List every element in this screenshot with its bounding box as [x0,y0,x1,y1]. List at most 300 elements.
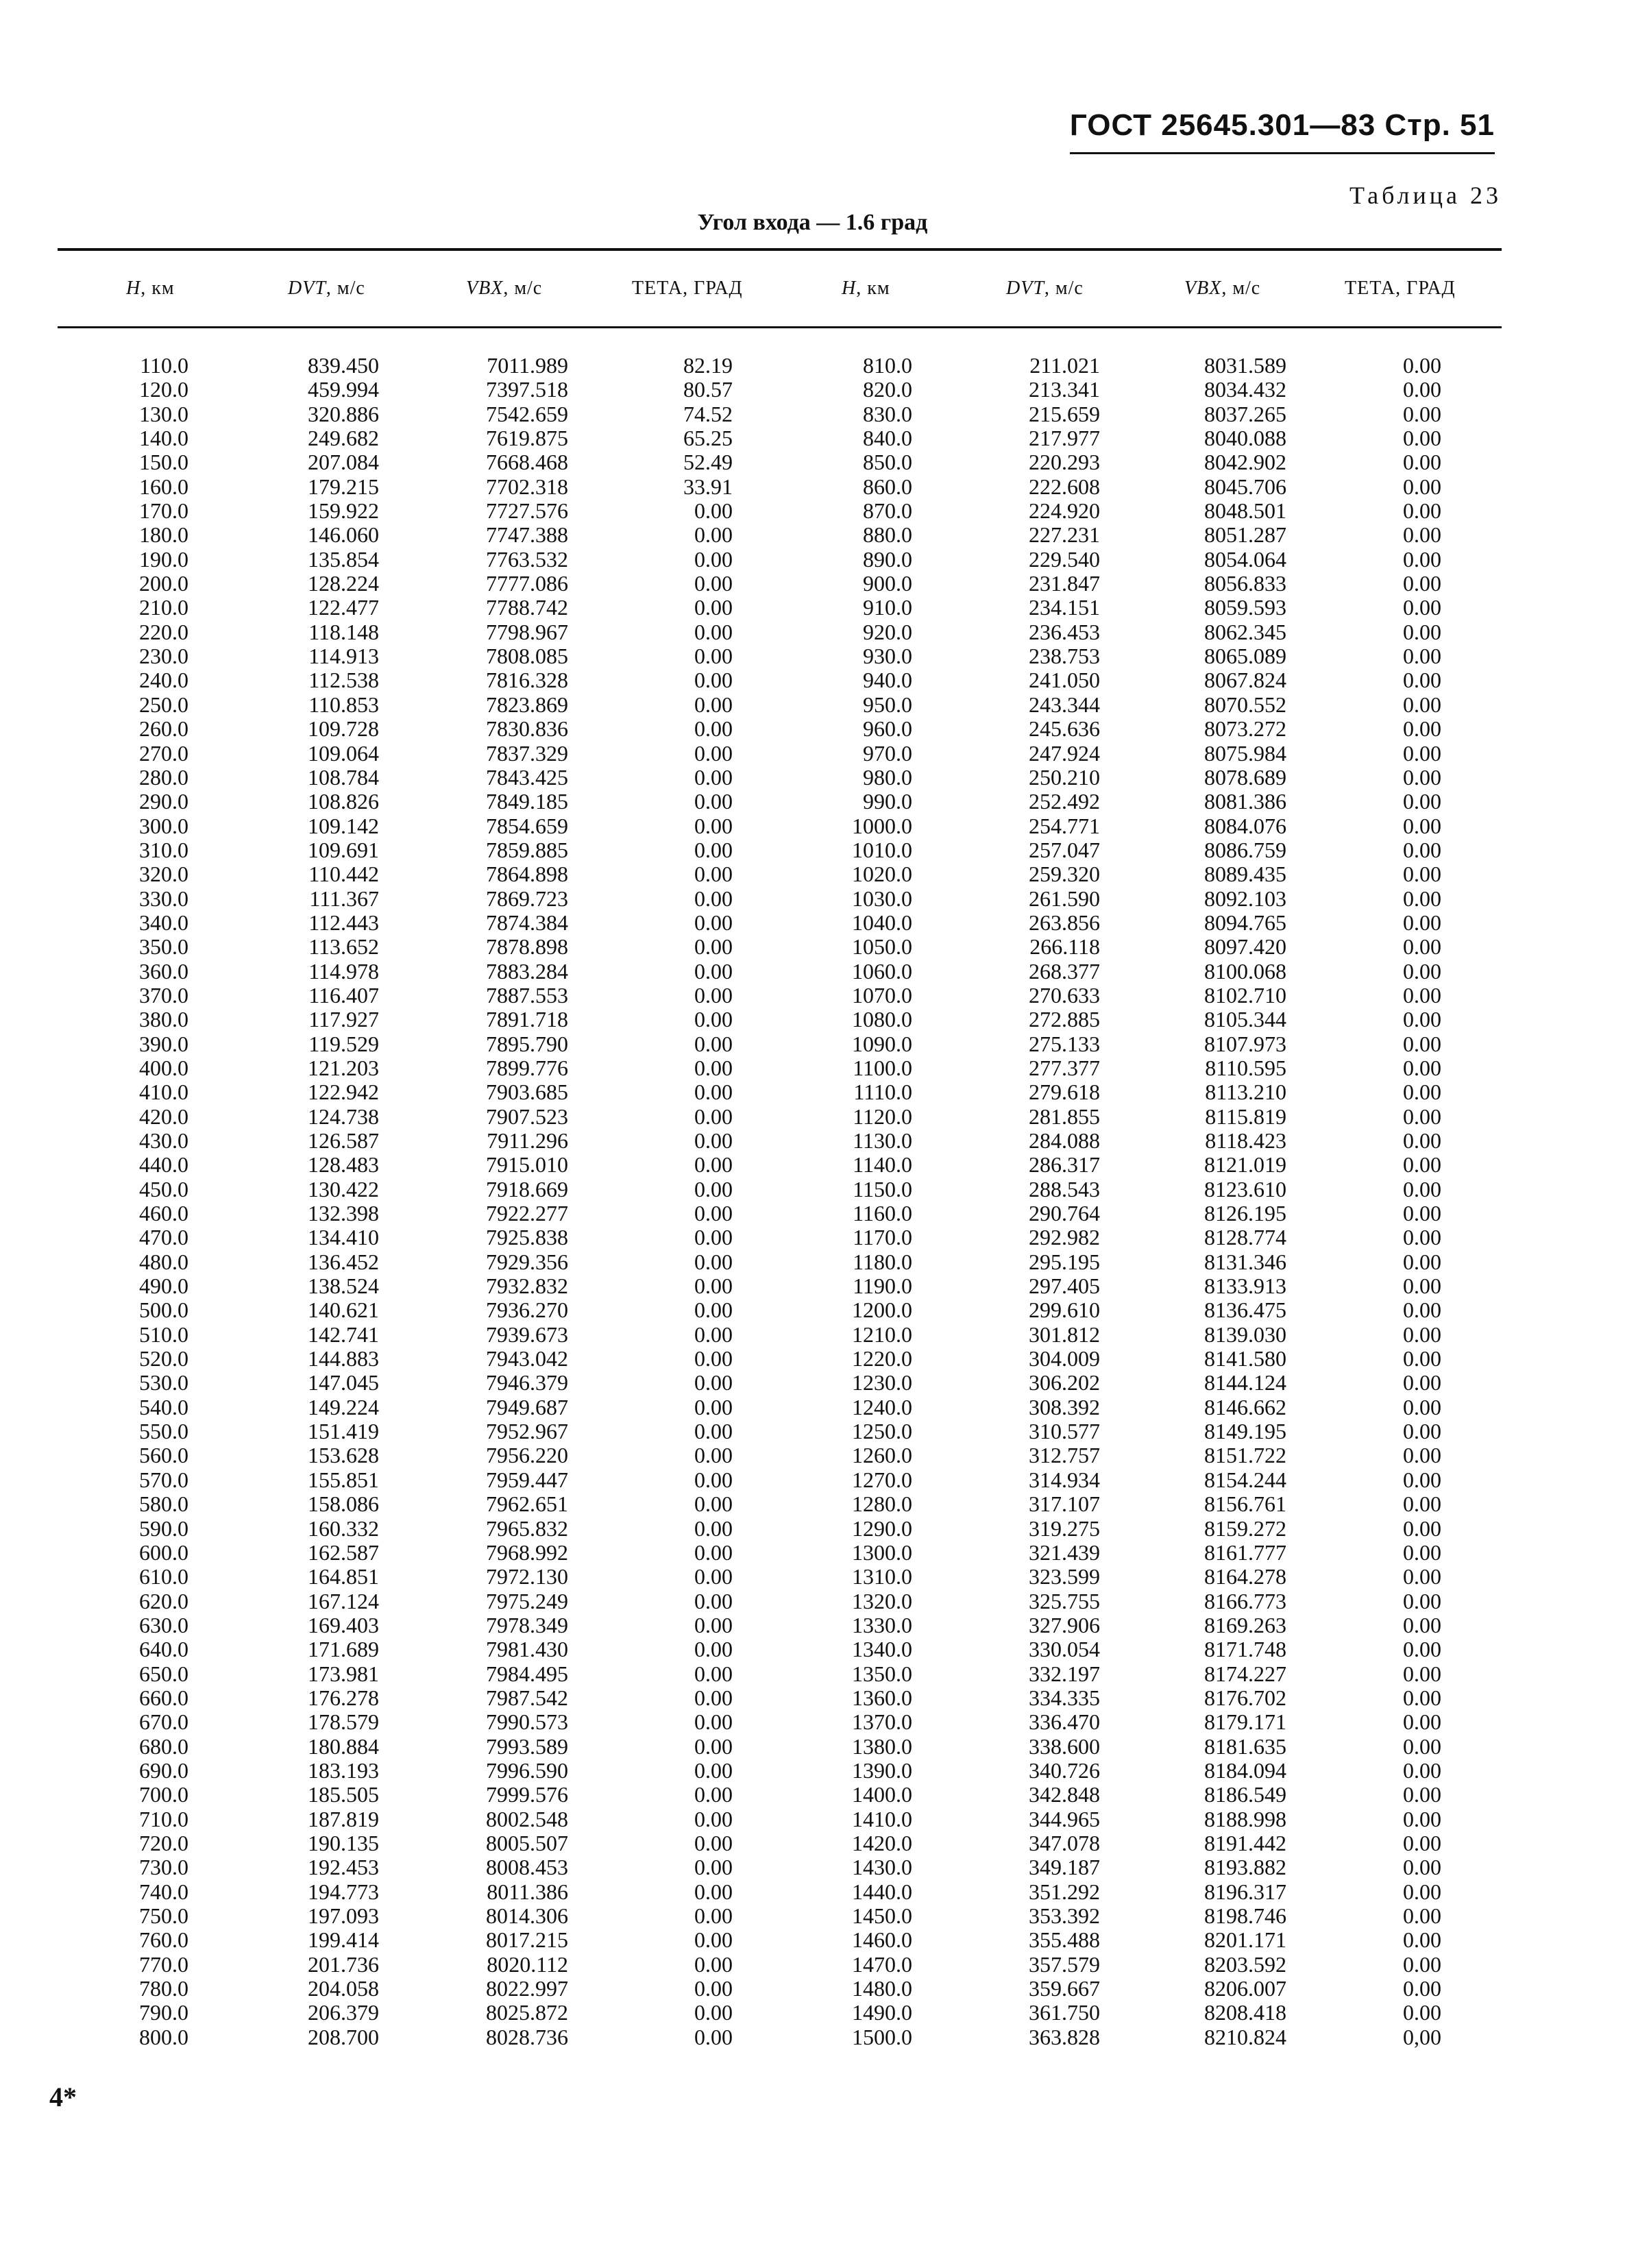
table-cell: 7939.673 [486,1321,568,1347]
table-cell: 290.0 [139,789,188,814]
table-cell: 7727.576 [486,498,568,524]
table-cell: 620.0 [139,1588,188,1613]
table-cell: 420.0 [139,1103,188,1129]
table-cell: 0.00 [1403,1443,1441,1468]
table-cell: 660.0 [139,1685,188,1710]
table-cell: 65.25 [683,426,733,451]
table-cell: 680.0 [139,1733,188,1759]
table-cell: 213.341 [1029,377,1100,402]
table-cell: 8092.103 [1204,886,1286,911]
table-cell: 1130.0 [853,1128,912,1153]
table-cell: 0.00 [1403,1830,1441,1855]
table-cell: 363.828 [1029,2024,1100,2049]
table-cell: 266.118 [1029,934,1100,960]
table-cell: 0.00 [694,2024,733,2049]
table-cell: 270.633 [1029,982,1100,1008]
col-header-h-right: H, км [842,278,890,299]
table-cell: 280.0 [139,764,188,790]
table-cell: 0.00 [694,546,733,572]
table-cell: 8139.030 [1204,1321,1286,1347]
table-cell: 229.540 [1029,546,1100,572]
table-cell: 151.419 [308,1419,379,1444]
table-cell: 840.0 [863,426,912,451]
table-cell: 299.610 [1029,1297,1100,1323]
table-cell: 0.00 [694,1903,733,1928]
table-cell: 8179.171 [1204,1709,1286,1735]
table-cell: 0.00 [694,1830,733,1855]
table-cell: 142.741 [308,1321,379,1347]
table-cell: 8107.973 [1204,1031,1286,1056]
table-cell: 167.124 [308,1588,379,1613]
table-cell: 7891.718 [486,1007,568,1032]
table-cell: 7978.349 [486,1612,568,1637]
table-top-rule [58,248,1502,251]
table-cell: 0.00 [1403,522,1441,548]
table-cell: 231.847 [1029,571,1100,596]
table-cell: 160.332 [308,1515,379,1541]
table-cell: 8206.007 [1204,1976,1286,2001]
table-cell: 110.853 [308,692,379,717]
col-header-h-left: H, км [126,278,175,299]
table-cell: 355.488 [1029,1927,1100,1953]
table-cell: 190.135 [308,1830,379,1855]
table-cell: 1020.0 [852,862,912,887]
table-cell: 7859.885 [486,837,568,862]
footer-mark: 4* [49,2082,77,2112]
table-cell: 1370.0 [852,1709,912,1735]
table-cell: 0.00 [1403,1661,1441,1686]
table-cell: 1290.0 [852,1515,912,1541]
table-cell: 204.058 [308,1976,379,2001]
table-cell: 0.00 [694,1249,733,1274]
table-cell: 52.49 [683,450,733,475]
table-cell: 0.00 [1403,1346,1441,1371]
table-cell: 357.579 [1029,1951,1100,1977]
table-cell: 0.00 [694,1103,733,1129]
table-cell: 210.0 [139,595,188,620]
table-cell: 351.292 [1029,1879,1100,1904]
table-cell: 0.00 [1403,1201,1441,1226]
table-cell: 149.224 [308,1394,379,1419]
table-cell: 126.587 [308,1128,379,1153]
table-cell: 117.927 [308,1007,379,1032]
table-cell: 0.00 [694,1733,733,1759]
table-cell: 8078.689 [1204,764,1286,790]
table-cell: 8196.317 [1204,1879,1286,1904]
table-cell: 870.0 [863,498,912,524]
table-cell: 7899.776 [486,1055,568,1080]
table-cell: 0.00 [1403,1709,1441,1735]
table-cell: 1030.0 [852,886,912,911]
table-cell: 122.477 [308,595,379,620]
table-cell: 0.00 [694,595,733,620]
table-cell: 140.621 [308,1297,379,1323]
col-theta-left [683,354,733,2049]
table-cell: 8198.746 [1204,1903,1286,1928]
table-cell: 1430.0 [852,1855,912,1880]
table-cell: 317.107 [1029,1491,1100,1517]
table-cell: 410.0 [139,1080,188,1105]
table-cell: 130.0 [139,401,188,426]
table-cell: 0.00 [694,910,733,935]
table-cell: 170.0 [139,498,188,524]
table-cell: 430.0 [139,1128,188,1153]
table-cell: 321.439 [1029,1539,1100,1565]
table-cell: 7918.669 [486,1176,568,1202]
table-cell: 350.0 [139,934,188,960]
table-cell: 7763.532 [486,546,568,572]
table-cell: 1190.0 [853,1273,912,1299]
table-cell: 0.00 [1403,668,1441,693]
table-cell: 1480.0 [852,1976,912,2001]
table-cell: 8201.171 [1204,1927,1286,1953]
table-cell: 1470.0 [852,1951,912,1977]
table-cell: 259.320 [1029,862,1100,887]
table-cell: 0.00 [694,1321,733,1347]
table-cell: 650.0 [139,1661,188,1686]
table-cell: 7981.430 [486,1637,568,1662]
table-cell: 0.00 [1403,498,1441,524]
table-cell: 1410.0 [852,1806,912,1831]
table-cell: 0.00 [1403,1515,1441,1541]
table-cell: 8094.765 [1204,910,1286,935]
table-cell: 7874.384 [486,910,568,935]
table-cell: 0.00 [1403,1273,1441,1299]
table-cell: 0.00 [694,1806,733,1831]
table-cell: 8136.475 [1204,1297,1286,1323]
table-cell: 199.414 [308,1927,379,1953]
table-cell: 0.00 [694,1539,733,1565]
table-cell: 630.0 [139,1612,188,1637]
table-cell: 1240.0 [852,1394,912,1419]
table-cell: 8070.552 [1204,692,1286,717]
table-cell: 0.00 [1403,1539,1441,1565]
table-cell: 8054.064 [1204,546,1286,572]
table-cell: 8075.984 [1204,740,1286,766]
table-cell: 580.0 [139,1491,188,1517]
table-cell: 370.0 [139,982,188,1008]
table-cell: 8008.453 [486,1855,568,1880]
table-cell: 332.197 [1029,1661,1100,1686]
table-cell: 0.00 [694,837,733,862]
table-cell: 0.00 [694,789,733,814]
table-cell: 8166.773 [1204,1588,1286,1613]
table-cell: 7702.318 [486,474,568,499]
table-cell: 109.728 [308,716,379,742]
table-cell: 7952.967 [486,1419,568,1444]
table-cell: 8208.418 [1204,2000,1286,2025]
table-cell: 0.00 [694,764,733,790]
table-cell: 0.00 [694,958,733,984]
table-cell: 122.942 [308,1080,379,1105]
table-cell: 1110.0 [853,1080,912,1105]
table-cell: 0.00 [1403,1903,1441,1928]
table-cell: 1010.0 [852,837,912,862]
table-cell: 0.00 [694,716,733,742]
table-cell: 590.0 [139,1515,188,1541]
table-cell: 930.0 [863,644,912,669]
table-cell: 0.00 [1403,546,1441,572]
table-cell: 220.293 [1029,450,1100,475]
table-cell: 440.0 [139,1152,188,1178]
table-cell: 114.913 [308,644,379,669]
table-cell: 180.0 [139,522,188,548]
table-cell: 0.00 [694,571,733,596]
table-cell: 1150.0 [853,1176,912,1202]
table-cell: 164.851 [308,1564,379,1589]
table-cell: 7864.898 [486,862,568,887]
table-cell: 0.00 [694,1443,733,1468]
table-cell: 0.00 [694,692,733,717]
table-cell: 7943.042 [486,1346,568,1371]
table-cell: 0.00 [694,1782,733,1807]
table-cell: 7946.379 [486,1370,568,1395]
table-cell: 0.00 [694,2000,733,2025]
table-cell: 7883.284 [486,958,568,984]
table-cell: 319.275 [1029,1515,1100,1541]
table-cell: 0.00 [1403,1467,1441,1492]
table-cell: 286.317 [1029,1152,1100,1178]
table-cell: 0.00 [1403,619,1441,644]
table-cell: 0.00 [1403,1976,1441,2001]
table-cell: 320.0 [139,862,188,887]
table-cell: 234.151 [1029,595,1100,620]
table-cell: 8159.272 [1204,1515,1286,1541]
table-cell: 7911.296 [487,1128,568,1153]
table-cell: 0.00 [694,498,733,524]
table-cell: 270.0 [139,740,188,766]
table-cell: 7808.085 [486,644,568,669]
table-cell: 222.608 [1029,474,1100,499]
table-cell: 900.0 [863,571,912,596]
table-cell: 8017.215 [486,1927,568,1953]
table-cell: 7959.447 [486,1467,568,1492]
table-cell: 8073.272 [1204,716,1286,742]
table-cell: 740.0 [139,1879,188,1904]
table-cell: 0.00 [694,1225,733,1250]
table-cell: 224.920 [1029,498,1100,524]
table-cell: 8086.759 [1204,837,1286,862]
table-cell: 0.00 [694,1297,733,1323]
table-cell: 8184.094 [1204,1757,1286,1783]
table-cell: 860.0 [863,474,912,499]
table-cell: 0.00 [694,1273,733,1299]
table-cell: 520.0 [139,1346,188,1371]
table-cell: 1220.0 [852,1346,912,1371]
table-cell: 0.00 [694,1394,733,1419]
table-cell: 8154.244 [1204,1467,1286,1492]
table-cell: 8210.824 [1204,2024,1286,2049]
table-cell: 8014.306 [486,1903,568,1928]
table-cell: 162.587 [308,1539,379,1565]
table-cell: 8186.549 [1204,1782,1286,1807]
table-cell: 0.00 [694,1176,733,1202]
table-cell: 0.00 [1403,1685,1441,1710]
table-cell: 132.398 [308,1201,379,1226]
table-cell: 8171.748 [1204,1637,1286,1662]
table-cell: 0.00 [694,1031,733,1056]
table-cell: 0.00 [1403,1297,1441,1323]
table-cell: 8020.112 [487,1951,568,1977]
table-cell: 0.00 [1403,1757,1441,1783]
table-cell: 0.00 [1403,1152,1441,1178]
table-cell: 0.00 [694,886,733,911]
table-cell: 7887.553 [486,982,568,1008]
table-cell: 361.750 [1029,2000,1100,2025]
table-cell: 1120.0 [853,1103,912,1129]
table-cell: 108.826 [308,789,379,814]
table-cell: 211.021 [1029,353,1100,378]
table-cell: 8059.593 [1204,595,1286,620]
table-cell: 207.084 [308,450,379,475]
table-cell: 150.0 [139,450,188,475]
table-cell: 0.00 [1403,1031,1441,1056]
table-cell: 7925.838 [486,1225,568,1250]
table-cell: 353.392 [1029,1903,1100,1928]
table-cell: 155.851 [308,1467,379,1492]
table-cell: 920.0 [863,619,912,644]
table-cell: 540.0 [139,1394,188,1419]
table-cell: 0.00 [1403,958,1441,984]
table-cell: 0.00 [1403,934,1441,960]
table-cell: 0.00 [1403,692,1441,717]
table-cell: 261.590 [1029,886,1100,911]
table-cell: 1260.0 [852,1443,912,1468]
table-cell: 790.0 [139,2000,188,2025]
table-cell: 780.0 [139,1976,188,2001]
table-cell: 8131.346 [1204,1249,1286,1274]
table-cell: 8037.265 [1204,401,1286,426]
table-cell: 0.00 [1403,571,1441,596]
table-cell: 254.771 [1029,813,1100,838]
table-cell: 940.0 [863,668,912,693]
table-cell: 0.00 [694,619,733,644]
table-cell: 7011.989 [487,353,568,378]
table-cell: 8151.722 [1204,1443,1286,1468]
table-cell: 0.00 [694,1080,733,1105]
table-cell: 8042.902 [1204,450,1286,475]
table-cell: 7878.898 [486,934,568,960]
table-cell: 1420.0 [852,1830,912,1855]
table-cell: 400.0 [139,1055,188,1080]
table-cell: 0.00 [694,522,733,548]
table-cell: 0.00 [694,1976,733,2001]
table-cell: 820.0 [863,377,912,402]
table-cell: 74.52 [683,401,733,426]
table-cell: 0.00 [694,1879,733,1904]
table-cell: 112.538 [308,668,379,693]
table-cell: 220.0 [139,619,188,644]
table-cell: 8084.076 [1204,813,1286,838]
table-cell: 0.00 [694,862,733,887]
table-cell: 192.453 [308,1855,379,1880]
table-cell: 390.0 [139,1031,188,1056]
table-cell: 1390.0 [852,1757,912,1783]
table-cell: 7747.388 [486,522,568,548]
table-cell: 208.700 [308,2024,379,2049]
table-cell: 7907.523 [486,1103,568,1129]
col-dvt-right [1029,354,1100,2049]
table-cell: 118.148 [308,619,379,644]
table-cell: 1140.0 [853,1152,912,1178]
table-cell: 0.00 [694,1201,733,1226]
table-cell: 160.0 [139,474,188,499]
table-cell: 7895.790 [486,1031,568,1056]
table-cell: 215.659 [1029,401,1100,426]
table-cell: 8011.386 [487,1879,568,1904]
table-cell: 480.0 [139,1249,188,1274]
table-cell: 0.00 [1403,2000,1441,2025]
table-cell: 310.577 [1029,1419,1100,1444]
table-cell: 116.407 [308,982,379,1008]
table-cell: 330.054 [1029,1637,1100,1662]
table-cell: 910.0 [863,595,912,620]
table-cell: 185.505 [308,1782,379,1807]
table-cell: 1180.0 [853,1249,912,1274]
table-cell: 263.856 [1029,910,1100,935]
table-cell: 450.0 [139,1176,188,1202]
table-cell: 0.00 [1403,764,1441,790]
table-cell: 173.981 [308,1661,379,1686]
table-cell: 7816.328 [486,668,568,693]
table-cell: 0.00 [1403,474,1441,499]
table-cell: 247.924 [1029,740,1100,766]
table-cell: 7397.518 [486,377,568,402]
table-cell: 460.0 [139,1201,188,1226]
table-cell: 0.00 [1403,1806,1441,1831]
table-cell: 347.078 [1029,1830,1100,1855]
table-cell: 0.00 [1403,1491,1441,1517]
table-cell: 7972.130 [486,1564,568,1589]
table-cell: 349.187 [1029,1855,1100,1880]
table-cell: 8025.872 [486,2000,568,2025]
table-cell: 1360.0 [852,1685,912,1710]
table-cell: 0.00 [1403,595,1441,620]
table-cell: 8174.227 [1204,1661,1286,1686]
table-cell: 327.906 [1029,1612,1100,1637]
table-cell: 8203.592 [1204,1951,1286,1977]
table-cell: 7830.836 [486,716,568,742]
table-cell: 1280.0 [852,1491,912,1517]
table-cell: 8193.882 [1204,1855,1286,1880]
table-cell: 8034.432 [1204,377,1286,402]
table-cell: 217.977 [1029,426,1100,451]
table-cell: 113.652 [308,934,379,960]
page-header: ГОСТ 25645.301—83 Стр. 51 [1070,108,1495,154]
table-cell: 0.00 [694,1927,733,1953]
table-cell: 8031.589 [1204,353,1286,378]
col-header-vbx-left: VBX, м/с [466,278,543,299]
table-cell: 124.738 [308,1103,379,1129]
table-cell: 114.978 [308,958,379,984]
table-cell: 800.0 [139,2024,188,2049]
table-cell: 7932.832 [486,1273,568,1299]
table-cell: 0.00 [1403,1225,1441,1250]
table-cell: 134.410 [308,1225,379,1250]
table-cell: 8005.507 [486,1830,568,1855]
table-cell: 1000.0 [852,813,912,838]
table-cell: 0.00 [1403,837,1441,862]
table-cell: 1340.0 [852,1637,912,1662]
table-cell: 7987.542 [486,1685,568,1710]
table-cell: 7843.425 [486,764,568,790]
table-cell: 0.00 [694,1564,733,1589]
table-cell: 0.00 [1403,1951,1441,1977]
table-cell: 8121.019 [1204,1152,1286,1178]
table-cell: 0.00 [1403,1249,1441,1274]
table-cell: 0.00 [1403,401,1441,426]
table-cell: 7915.010 [486,1152,568,1178]
